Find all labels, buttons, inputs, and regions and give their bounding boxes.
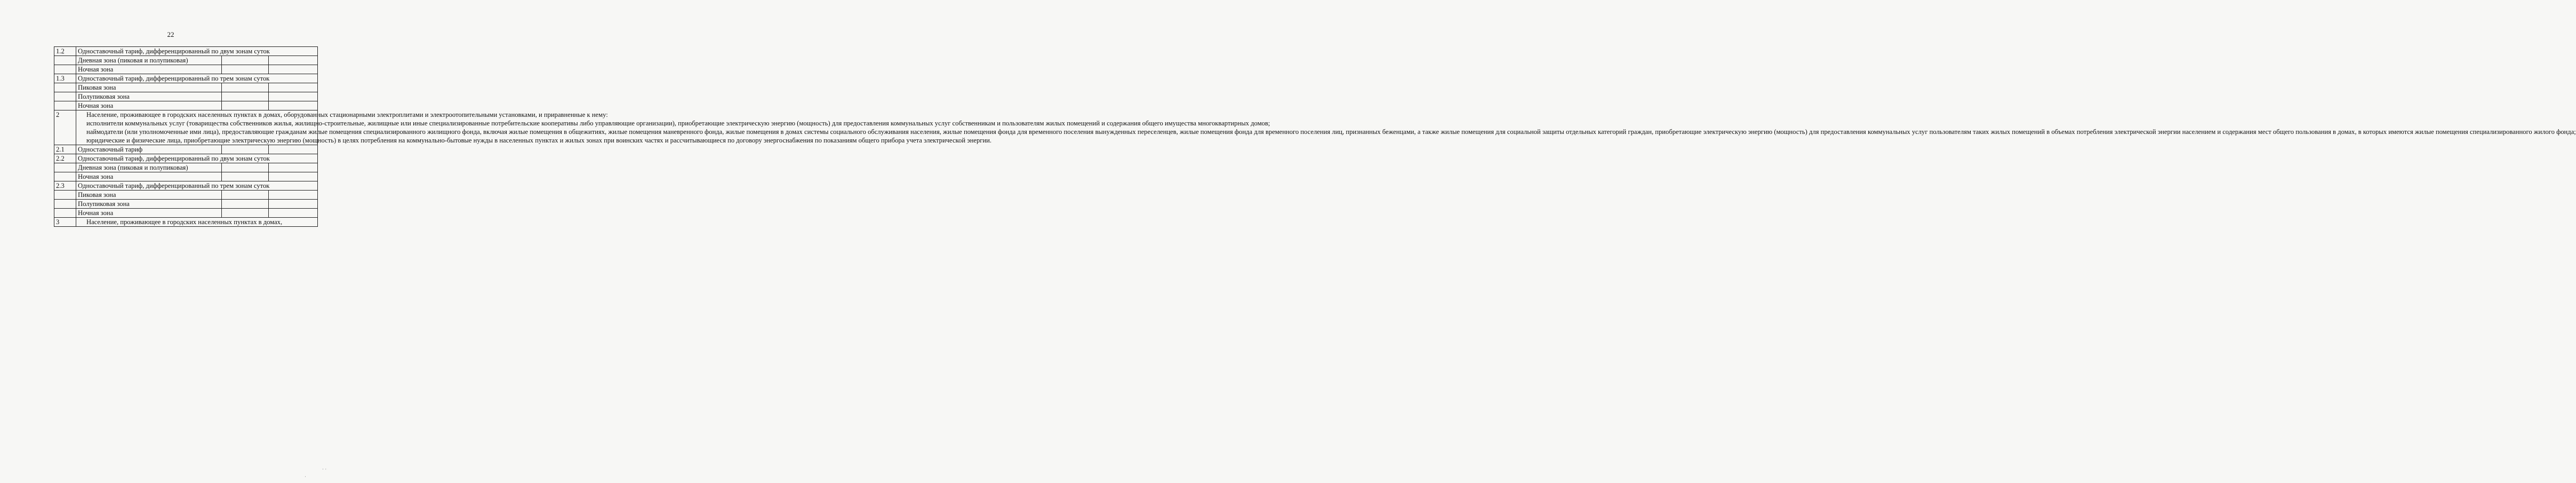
page-number: 22 <box>167 30 174 38</box>
table-row <box>54 163 318 172</box>
row-number: 2 <box>54 110 76 145</box>
table-row <box>54 101 318 110</box>
value-cell <box>222 200 269 209</box>
row-number: 1.2 <box>54 47 76 56</box>
row-title: Одноставочный тариф <box>76 145 222 154</box>
zone-label: Ночная зона <box>76 172 222 181</box>
table-row <box>54 92 318 101</box>
value-cell <box>269 145 318 154</box>
zone-label: Дневная зона (пиковая и полупиковая) <box>76 163 222 172</box>
value-cell <box>222 145 269 154</box>
row-title: Одноставочный тариф, дифференцированный по трем зонам суток <box>76 181 318 191</box>
table-row <box>54 209 318 218</box>
table-row <box>54 181 318 191</box>
value-cell <box>269 200 318 209</box>
scan-mark: · <box>305 474 306 479</box>
zone-label: Дневная зона (пиковая и полупиковая) <box>76 56 222 65</box>
value-cell <box>269 191 318 200</box>
value-cell <box>222 92 269 101</box>
value-cell <box>269 92 318 101</box>
table-row <box>54 218 318 227</box>
row-number: 2.2 <box>54 154 76 163</box>
consumer-description <box>76 218 318 227</box>
value-cell <box>222 56 269 65</box>
zone-label: Ночная зона <box>76 101 222 110</box>
zone-label: Пиковая зона <box>76 191 222 200</box>
value-cell <box>222 209 269 218</box>
table-row <box>54 110 318 145</box>
value-cell <box>269 172 318 181</box>
row-title: Одноставочный тариф, дифференцированный по двум зонам суток <box>76 47 318 56</box>
consumer-description <box>76 110 2576 145</box>
row-number: 2.1 <box>54 145 76 154</box>
paragraph: наймодатели (или уполномоченные ими лица), предоставляющие гражданам жилые помещения специализированного жилищного фонда, включая жилые помещения в общежитиях, жилые помещения маневренного фонда, жилые помещения в домах системы социального обслуживания населения, жилые помещения фонда для временного поселения вынужденных переселенцев, жилые помещения фонда для временного поселения лиц, признанных беженцами, а также жилые помещения для социальной защиты отдельных категорий граждан, приобретающие электрическую энергию (мощность) для предоставления коммунальных услуг пользователям таких жилых помещений в объемах потребления электрической энергии населением и содержания мест общего пользования в домах, в которых имеются жилые помещения специализированного жилого фонда; <box>86 128 2576 136</box>
paragraph: Население, проживающее в городских населенных пунктах в домах, <box>86 218 283 226</box>
row-number: 3 <box>54 218 76 227</box>
table-row <box>54 74 318 83</box>
row-title: Одноставочный тариф, дифференцированный по трем зонам суток <box>76 74 318 83</box>
zone-label: Полупиковая зона <box>76 200 222 209</box>
table-row <box>54 191 318 200</box>
paragraph: Население, проживающее в городских населенных пунктах в домах, оборудованных стационарными электроплитами и электроотопительными установками, и приравненные к нему: <box>86 111 608 118</box>
table-row <box>54 65 318 74</box>
paragraph: исполнители коммунальных услуг (товарищества собственников жилья, жилищно-строительные, жилищные или иные специализированные потребительские кооперативы либо управляющие организации), приобретающие электрическую энергию (мощность) для предоставления коммунальных услуг собственникам и пользователям жилых помещений и содержания общего имущества многоквартирных домов; <box>86 120 1270 128</box>
zone-label: Ночная зона <box>76 65 222 74</box>
zone-label: Пиковая зона <box>76 83 222 92</box>
zone-label: Ночная зона <box>76 209 222 218</box>
value-cell <box>222 191 269 200</box>
table-row <box>54 47 318 56</box>
table-row <box>54 145 318 154</box>
row-number: 1.3 <box>54 74 76 83</box>
value-cell <box>269 65 318 74</box>
table-row <box>54 154 318 163</box>
table-row <box>54 56 318 65</box>
value-cell <box>222 163 269 172</box>
value-cell <box>269 83 318 92</box>
table-row <box>54 172 318 181</box>
value-cell <box>269 56 318 65</box>
row-number: 2.3 <box>54 181 76 191</box>
zone-label: Полупиковая зона <box>76 92 222 101</box>
paragraph: юридические и физические лица, приобретающие электрическую энергию (мощность) в целях потребления на коммунально-бытовые нужды в населенных пунктах и жилых зонах при воинских частях и рассчитывающиеся по договору энергоснабжения по показаниям общего прибора учета электрической энергии. <box>86 137 992 145</box>
row-title: Одноставочный тариф, дифференцированный по двум зонам суток <box>76 154 318 163</box>
table-row <box>54 83 318 92</box>
scan-mark: · · <box>322 466 327 472</box>
value-cell <box>269 209 318 218</box>
value-cell <box>269 101 318 110</box>
value-cell <box>222 83 269 92</box>
value-cell <box>269 163 318 172</box>
value-cell <box>222 172 269 181</box>
value-cell <box>222 65 269 74</box>
tariff-table <box>54 46 2576 227</box>
value-cell <box>222 101 269 110</box>
table-row <box>54 200 318 209</box>
